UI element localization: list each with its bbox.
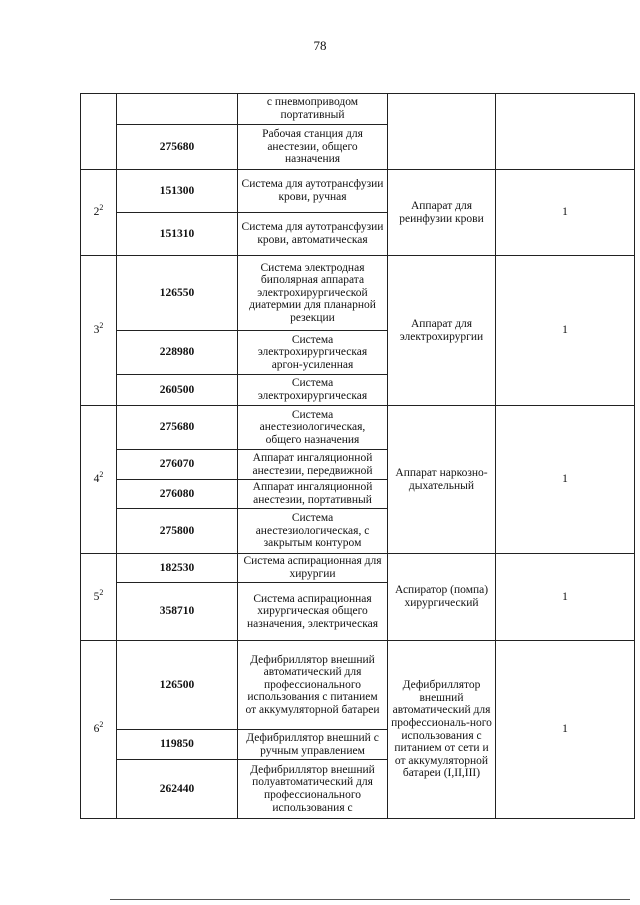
code-cell: 358710 <box>117 583 238 641</box>
code-cell: 182530 <box>117 554 238 583</box>
group-number: 6 <box>93 723 100 736</box>
group-number-cell <box>81 641 117 819</box>
group-number-superscript: 2 <box>99 470 104 480</box>
group-number-cell <box>81 406 117 554</box>
number-cell <box>81 94 117 170</box>
quantity-cell: 1 <box>496 256 635 406</box>
description-cell: Аппарат ингаляционной анестезии, портативный <box>238 480 388 509</box>
group-number-superscript: 2 <box>99 203 104 213</box>
code-cell: 276070 <box>117 450 238 480</box>
description-cell: Система анестезиологическая, общего назначения <box>238 406 388 450</box>
table-row <box>81 406 635 450</box>
description-cell: Система для аутотрансфузии крови, автоматическая <box>238 213 388 256</box>
table-row <box>81 170 635 213</box>
device-type-cell <box>388 94 496 170</box>
group-number-cell <box>81 256 117 406</box>
table-row <box>81 94 635 125</box>
description-cell: Система электрохирургическая <box>238 375 388 406</box>
quantity-cell <box>496 94 635 170</box>
device-type-cell: Аппарат наркозно-дыхательный <box>388 406 496 554</box>
description-cell: Дефибриллятор внешний полуавтоматический для профессионального использования с <box>238 760 388 819</box>
equipment-table <box>80 93 635 819</box>
device-type-cell: Аппарат для электрохирургии <box>388 256 496 406</box>
quantity-cell: 1 <box>496 641 635 819</box>
page-number: 78 <box>313 38 327 53</box>
description-cell: Система аспирационная для хирургии <box>238 554 388 583</box>
code-cell: 126500 <box>117 641 238 730</box>
description-cell: с пневмоприводом портативный <box>238 94 388 125</box>
group-number-cell <box>81 170 117 256</box>
code-cell: 151300 <box>117 170 238 213</box>
code-cell: 260500 <box>117 375 238 406</box>
group-number: 2 <box>93 206 100 219</box>
group-number: 5 <box>93 590 100 603</box>
device-type-cell: Аппарат для реинфузии крови <box>388 170 496 256</box>
code-cell: 276080 <box>117 480 238 509</box>
code-cell <box>117 94 238 125</box>
description-cell: Аппарат ингаляционной анестезии, передвижной <box>238 450 388 480</box>
description-cell: Дефибриллятор внешний с ручным управлением <box>238 730 388 760</box>
quantity-cell: 1 <box>496 170 635 256</box>
table-row <box>81 554 635 583</box>
group-number-superscript: 2 <box>99 321 104 331</box>
description-cell: Система электродная биполярная аппарата электрохирургической диатермии для планарной резекции <box>238 256 388 331</box>
group-number-superscript: 2 <box>99 587 104 597</box>
group-number-superscript: 2 <box>99 720 104 730</box>
code-cell: 275680 <box>117 406 238 450</box>
code-cell: 119850 <box>117 730 238 760</box>
description-cell: Система аспирационная хирургическая общего назначения, электрическая <box>238 583 388 641</box>
description-cell: Дефибриллятор внешний автоматический для профессионального использования с питанием от аккумуляторной батареи <box>238 641 388 730</box>
device-type-cell: Аспиратор (помпа) хирургический <box>388 554 496 641</box>
code-cell: 126550 <box>117 256 238 331</box>
table-row <box>81 256 635 331</box>
code-cell: 228980 <box>117 331 238 375</box>
group-number: 3 <box>93 324 100 337</box>
description-cell: Система анестезиологическая, с закрытым контуром <box>238 509 388 554</box>
code-cell: 262440 <box>117 760 238 819</box>
table-row <box>81 641 635 730</box>
description-cell: Рабочая станция для анестезии, общего назначения <box>238 125 388 170</box>
device-type-cell: Дефибриллятор внешний автоматический для профессиональ-ного использования с питанием от сети и от аккумуляторной батареи (I,II,III) <box>388 641 496 819</box>
description-cell: Система электрохирургическая аргон-усиленная <box>238 331 388 375</box>
code-cell: 275680 <box>117 125 238 170</box>
page-bottom-rule <box>110 899 630 900</box>
code-cell: 151310 <box>117 213 238 256</box>
description-cell: Система для аутотрансфузии крови, ручная <box>238 170 388 213</box>
quantity-cell: 1 <box>496 406 635 554</box>
group-number-cell <box>81 554 117 641</box>
code-cell: 275800 <box>117 509 238 554</box>
quantity-cell: 1 <box>496 554 635 641</box>
group-number: 4 <box>93 473 100 486</box>
